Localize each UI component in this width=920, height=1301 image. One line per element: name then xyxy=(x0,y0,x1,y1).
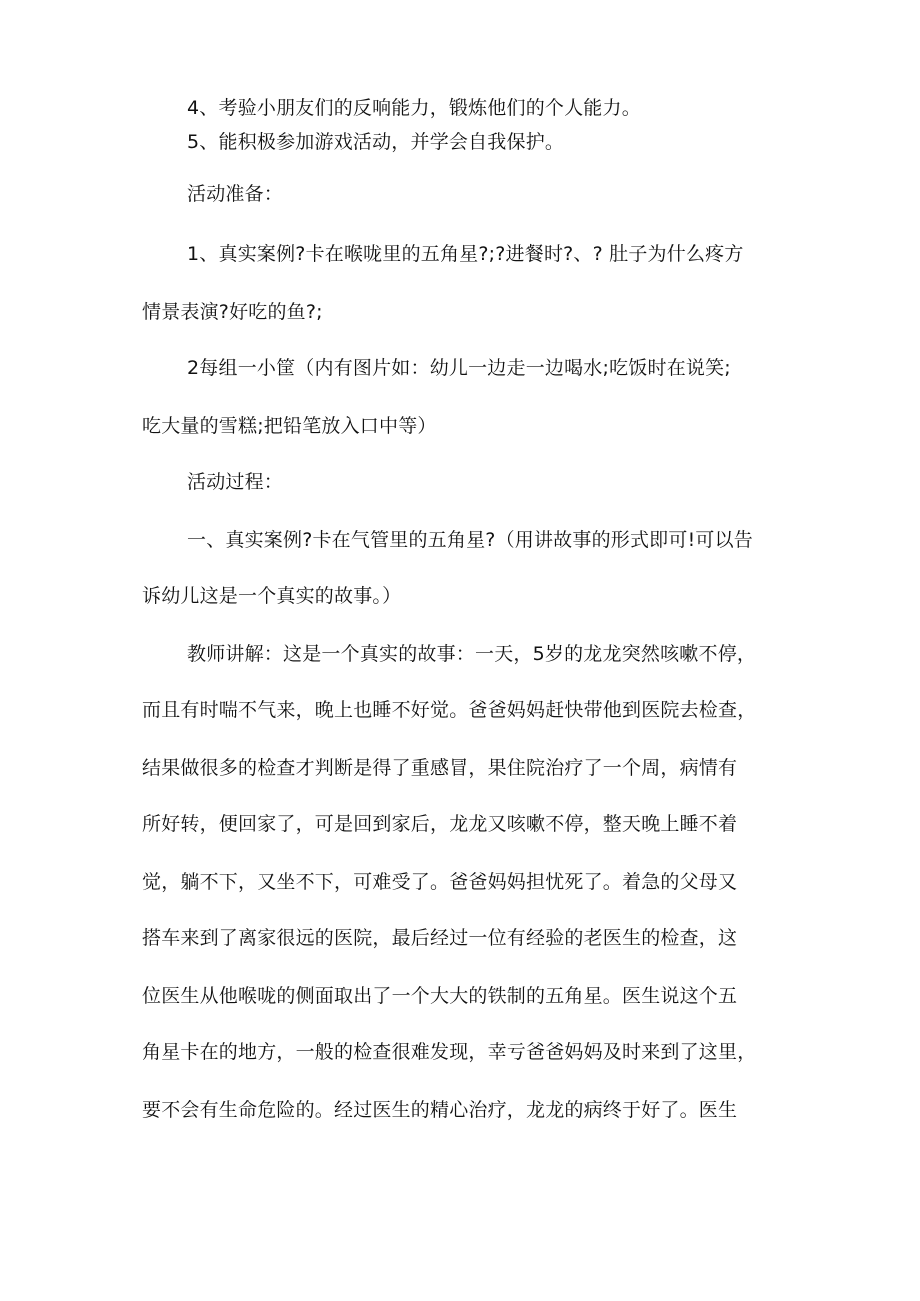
process-step-1: 一、真实案例?卡在气管里的五角星?（用讲故事的形式即可!可以告 xyxy=(187,529,753,551)
story-paragraph-line: 教师讲解：这是一个真实的故事：一天，5岁的龙龙突然咳嗽不停， xyxy=(187,643,757,665)
preparation-item-2-cont: 吃大量的雪糕;把铅笔放入口中等） xyxy=(142,415,437,437)
story-paragraph-line: 结果做很多的检查才判断是得了重感冒，果住院治疗了一个周，病情有 xyxy=(142,757,738,779)
goal-line-4: 4、考验小朋友们的反响能力，锻炼他们的个人能力。 xyxy=(187,97,641,119)
story-paragraph-line: 位医生从他喉咙的侧面取出了一个大大的铁制的五角星。医生说这个五 xyxy=(142,985,738,1007)
story-paragraph-line: 而且有时喘不气来，晚上也睡不好觉。爸爸妈妈赶快带他到医院去检查， xyxy=(142,699,757,721)
story-paragraph-line: 角星卡在的地方，一般的检查很难发现，幸亏爸爸妈妈及时来到了这里， xyxy=(142,1041,757,1063)
story-paragraph-line: 觉，躺不下，又坐不下，可难受了。爸爸妈妈担忧死了。着急的父母又 xyxy=(142,871,738,893)
preparation-item-2: 2每组一小筐（内有图片如：幼儿一边走一边喝水;吃饭时在说笑; xyxy=(187,357,731,379)
section-heading-preparation: 活动准备： xyxy=(187,183,284,205)
story-paragraph-line: 所好转，便回家了，可是回到家后，龙龙又咳嗽不停，整天晚上睡不着 xyxy=(142,813,738,835)
process-step-1-cont: 诉幼儿这是一个真实的故事。） xyxy=(142,585,402,607)
preparation-item-1-cont: 情景表演?好吃的鱼?; xyxy=(142,301,323,323)
section-heading-process: 活动过程： xyxy=(187,471,284,493)
preparation-item-1: 1、真实案例?卡在喉咙里的五角星?;?进餐时?、? 肚子为什么疼方 xyxy=(187,243,744,265)
goal-line-5: 5、能积极参加游戏活动，并学会自我保护。 xyxy=(187,131,565,153)
story-paragraph-line: 搭车来到了离家很远的医院，最后经过一位有经验的老医生的检查，这 xyxy=(142,927,738,949)
story-paragraph-line: 要不会有生命危险的。经过医生的精心治疗，龙龙的病终于好了。医生 xyxy=(142,1099,738,1121)
